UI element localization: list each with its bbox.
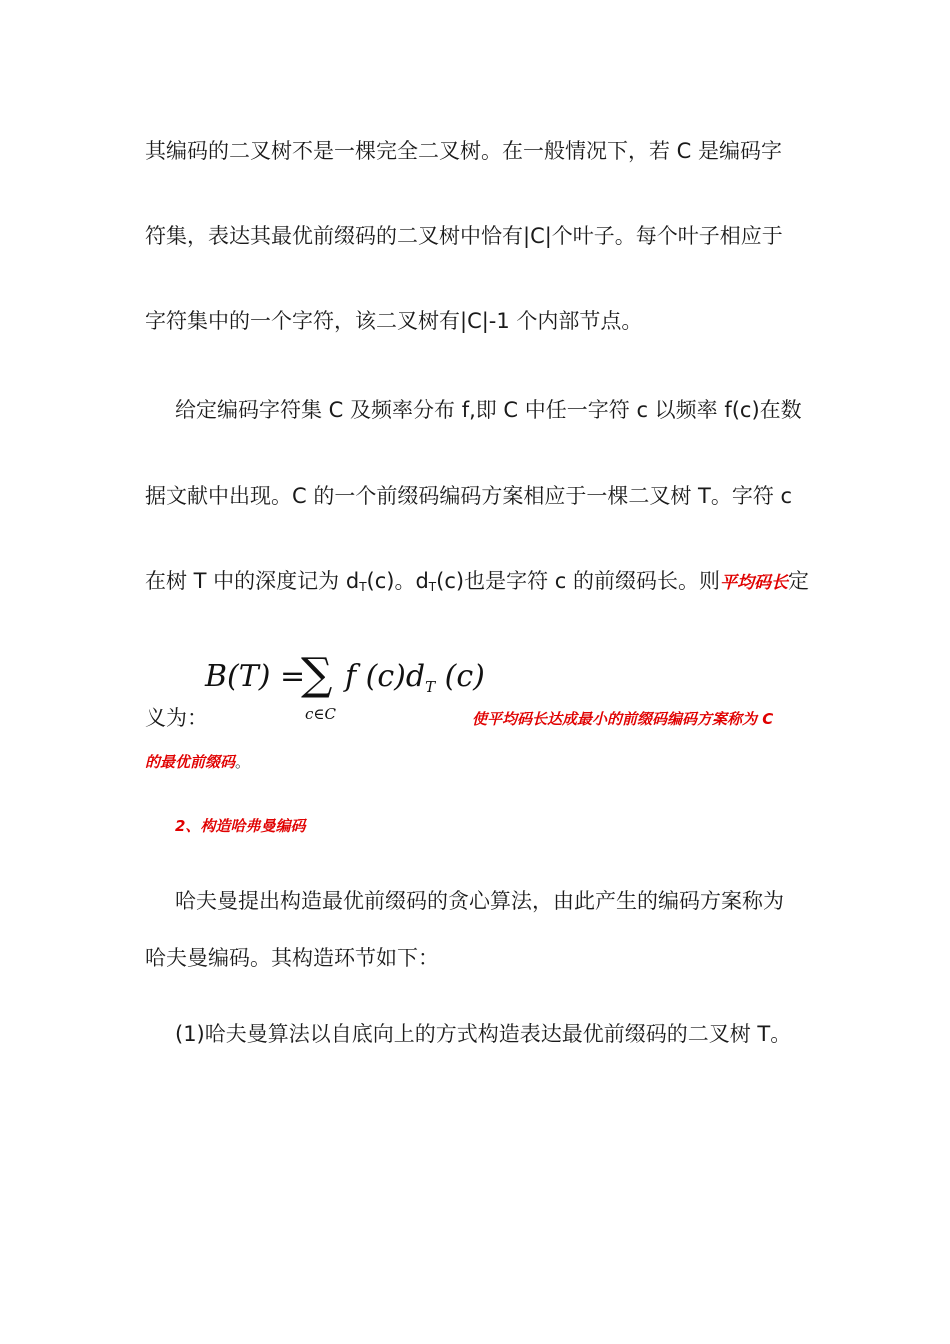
paragraph-line: 据文献中出现。C 的一个前缀码编码方案相应于一棵二叉树 T。字符 c bbox=[145, 484, 793, 508]
formula-rhs-a: f (c)d bbox=[345, 659, 426, 694]
text-run: (c)。d bbox=[366, 569, 429, 593]
formula-subscript: T bbox=[425, 678, 436, 696]
paragraph-line: 哈夫曼编码。其构造环节如下： bbox=[145, 946, 439, 970]
formula-lhs: B(T) = bbox=[205, 659, 306, 694]
subscript: T bbox=[359, 580, 367, 594]
section-heading: 2、构造哈弗曼编码 bbox=[175, 817, 306, 835]
paragraph-line: 哈夫曼提出构造最优前缀码的贪心算法，由此产生的编码方案称为 bbox=[175, 889, 784, 913]
red-note: 使平均码长达成最小的前缀码编码方案称为 C bbox=[472, 710, 774, 728]
text-run: (c)也是字符 c 的前缀码长。则 bbox=[436, 569, 720, 593]
red-note-term: 的最优前缀码 bbox=[145, 753, 236, 771]
text-run: 在树 T 中的深度记为 d bbox=[145, 569, 360, 593]
paragraph-line: 给定编码字符集 C 及频率分布 f,即 C 中任一字符 c 以频率 f(c)在数 bbox=[175, 398, 802, 422]
subscript: T bbox=[428, 580, 437, 594]
red-note-line2 bbox=[145, 752, 250, 772]
highlight-term: 平均码长 bbox=[719, 573, 788, 593]
paragraph-line bbox=[145, 567, 809, 597]
text-run: 定 bbox=[787, 569, 809, 593]
paragraph-line: (1)哈夫曼算法以自底向上的方式构造表达最优前缀码的二叉树 T。 bbox=[175, 1022, 792, 1046]
paragraph-line: 其编码的二叉树不是一棵完全二叉树。在一般情况下，若 C 是编码字 bbox=[145, 139, 783, 163]
average-code-length-formula bbox=[205, 649, 485, 730]
paragraph-line: 字符集中的一个字符，该二叉树有|C|-1 个内部节点。 bbox=[145, 309, 643, 333]
formula-sum-index: c∈C bbox=[305, 705, 336, 723]
formula-rhs-b: (c) bbox=[435, 659, 485, 694]
paragraph-line: 义为： bbox=[145, 706, 208, 730]
paragraph-line: 符集，表达其最优前缀码的二叉树中恰有|C|个叶子。每个叶子相应于 bbox=[145, 224, 783, 248]
formula-sigma: ∑ bbox=[301, 649, 333, 700]
text-run: 。 bbox=[235, 753, 251, 771]
formula-rhs bbox=[345, 659, 485, 694]
